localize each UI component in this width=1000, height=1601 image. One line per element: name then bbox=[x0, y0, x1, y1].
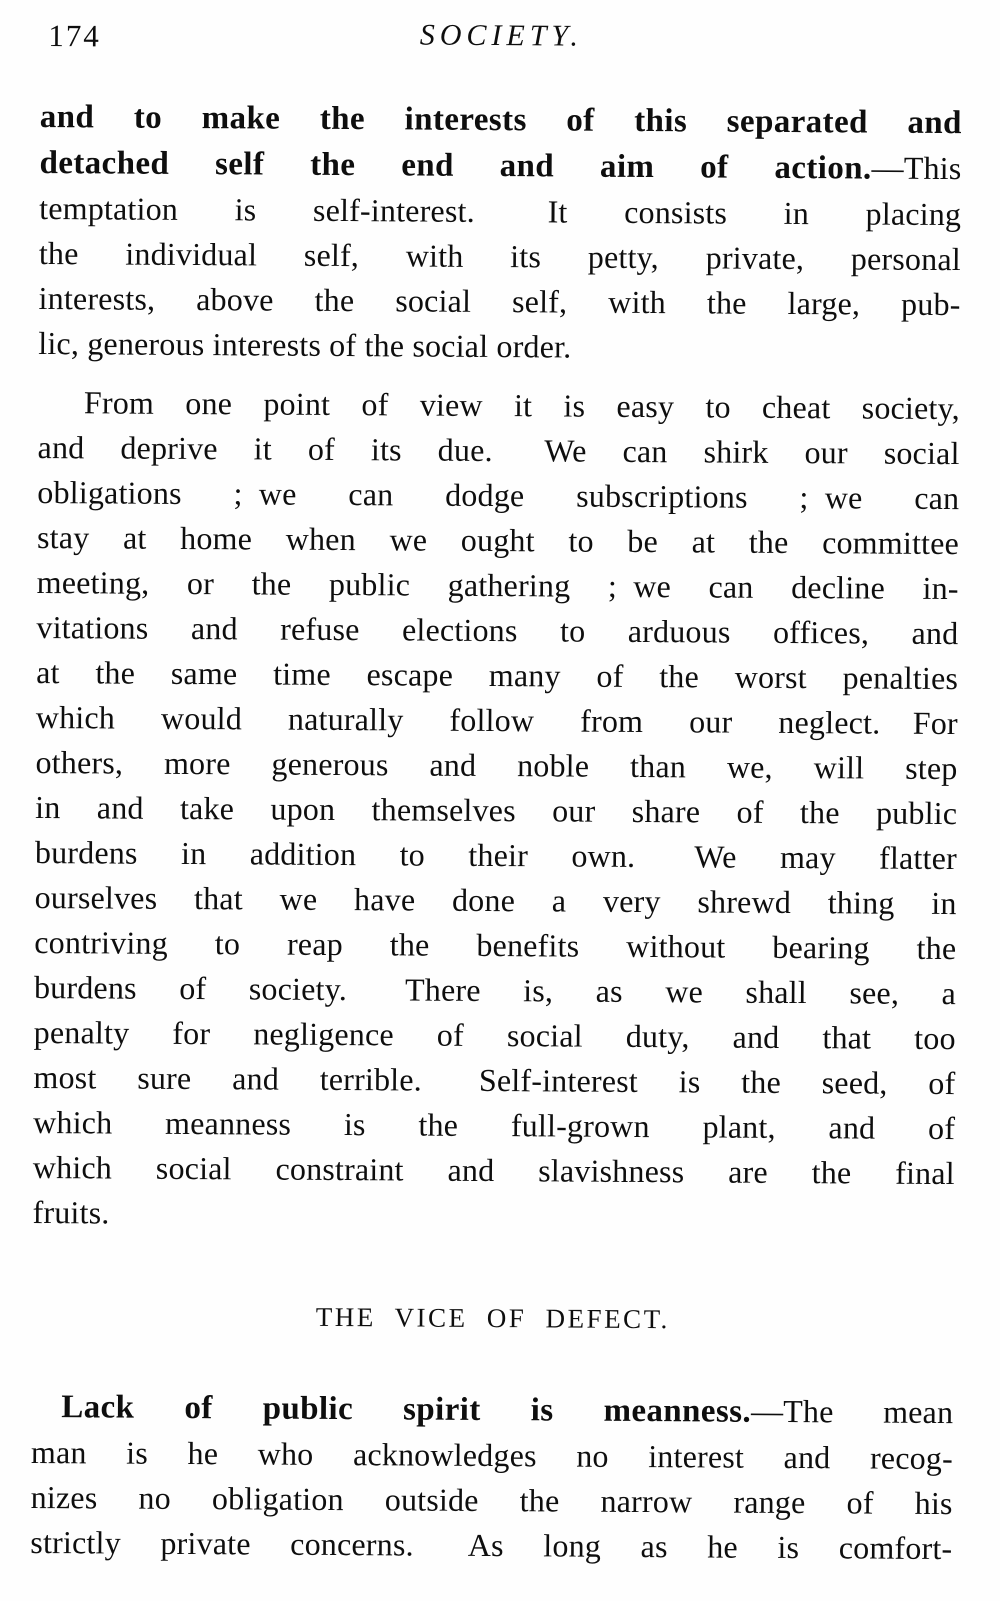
text-segment: burdens of society. There is, as we shall see, a bbox=[33, 968, 957, 1012]
text-line bbox=[38, 380, 960, 431]
paragraph-3 bbox=[30, 1384, 953, 1571]
text-line bbox=[37, 560, 959, 611]
text-segment: burdens in addition to their own. We may flatter bbox=[34, 833, 958, 877]
text-line bbox=[39, 186, 961, 237]
page-number: 174 bbox=[48, 18, 101, 54]
paragraph-2 bbox=[32, 380, 960, 1241]
text-line bbox=[38, 321, 960, 372]
bold-text-segment: Lack of public spirit is meanness. bbox=[61, 1389, 752, 1430]
text-segment: nizes no obligation outside the narrow range of his bbox=[30, 1478, 953, 1522]
text-segment: and deprive it of its due. We can shirk our social bbox=[37, 428, 960, 472]
text-line bbox=[36, 650, 958, 701]
text-segment: interests, above the social self, with the large, pub- bbox=[38, 279, 961, 323]
text-line bbox=[37, 470, 959, 521]
text-segment: —This bbox=[871, 149, 962, 187]
section-heading: THE VICE OF DEFECT. bbox=[315, 1301, 670, 1335]
text-line bbox=[33, 1145, 955, 1196]
running-title: SOCIETY. bbox=[419, 18, 584, 53]
text-segment: —The mean bbox=[750, 1392, 954, 1431]
text-line bbox=[39, 231, 961, 282]
text-segment: which social constraint and slavishness are the final bbox=[32, 1148, 955, 1192]
text-segment: stay at home when we ought to be at the committee bbox=[36, 518, 960, 562]
text-segment: strictly private concerns. As long as he is comfort- bbox=[30, 1523, 953, 1567]
text-segment: lic, generous interests of the social order. bbox=[38, 324, 572, 365]
bold-text-segment: detached self the end and aim of action. bbox=[39, 144, 872, 187]
text-segment: the individual self, with its petty, private, personal bbox=[38, 234, 962, 278]
text-line bbox=[35, 785, 957, 836]
text-line bbox=[34, 1010, 956, 1061]
text-segment: at the same time escape many of the worst penalties bbox=[36, 653, 959, 697]
text-line bbox=[35, 830, 957, 881]
text-line bbox=[34, 920, 956, 971]
text-line bbox=[38, 276, 960, 327]
text-segment: man is he who acknowledges no interest and recog- bbox=[30, 1433, 954, 1477]
text-segment: which meanness is the full-grown plant, and of bbox=[33, 1103, 956, 1147]
text-segment: meeting, or the public gathering ; we can decline in- bbox=[36, 563, 959, 607]
page-body bbox=[30, 94, 962, 1571]
text-line bbox=[33, 1055, 955, 1106]
text-line bbox=[37, 515, 959, 566]
text-line bbox=[33, 1100, 955, 1151]
text-line bbox=[34, 965, 956, 1016]
text-line bbox=[36, 605, 958, 656]
text-segment: temptation is self-interest. It consists in placing bbox=[39, 189, 962, 233]
text-segment: From one point of view it is easy to cheat society, bbox=[83, 384, 961, 427]
text-segment: others, more generous and noble than we, will step bbox=[35, 743, 958, 787]
paragraph-1 bbox=[38, 94, 962, 372]
text-segment: most sure and terrible. Self-interest is the seed, of bbox=[33, 1058, 956, 1102]
text-segment: vitations and refuse elections to arduous offices, and bbox=[36, 608, 959, 652]
text-line bbox=[36, 695, 958, 746]
text-segment: which would naturally follow from our neglect. For bbox=[35, 698, 958, 742]
text-line bbox=[35, 740, 957, 791]
text-line bbox=[37, 425, 959, 476]
bold-text-segment: and to make the interests of this separated and bbox=[39, 98, 962, 142]
text-segment: in and take upon themselves our share of the public bbox=[35, 788, 958, 832]
text-segment: penalty for negligence of social duty, and that too bbox=[33, 1013, 956, 1057]
text-segment: fruits. bbox=[32, 1193, 110, 1231]
text-segment: ourselves that we have done a very shrewd thing in bbox=[34, 878, 957, 922]
text-line bbox=[31, 1384, 953, 1436]
text-line bbox=[30, 1520, 952, 1571]
text-line bbox=[31, 1430, 953, 1481]
page-header bbox=[40, 16, 962, 60]
text-line bbox=[32, 1190, 954, 1241]
text-line bbox=[39, 140, 961, 192]
text-line bbox=[34, 875, 956, 926]
text-segment: obligations ; we can dodge subscriptions ; we can bbox=[37, 473, 960, 517]
text-line bbox=[40, 94, 962, 146]
text-segment: contriving to reap the benefits without bearing the bbox=[34, 923, 957, 967]
text-line bbox=[31, 1475, 953, 1526]
